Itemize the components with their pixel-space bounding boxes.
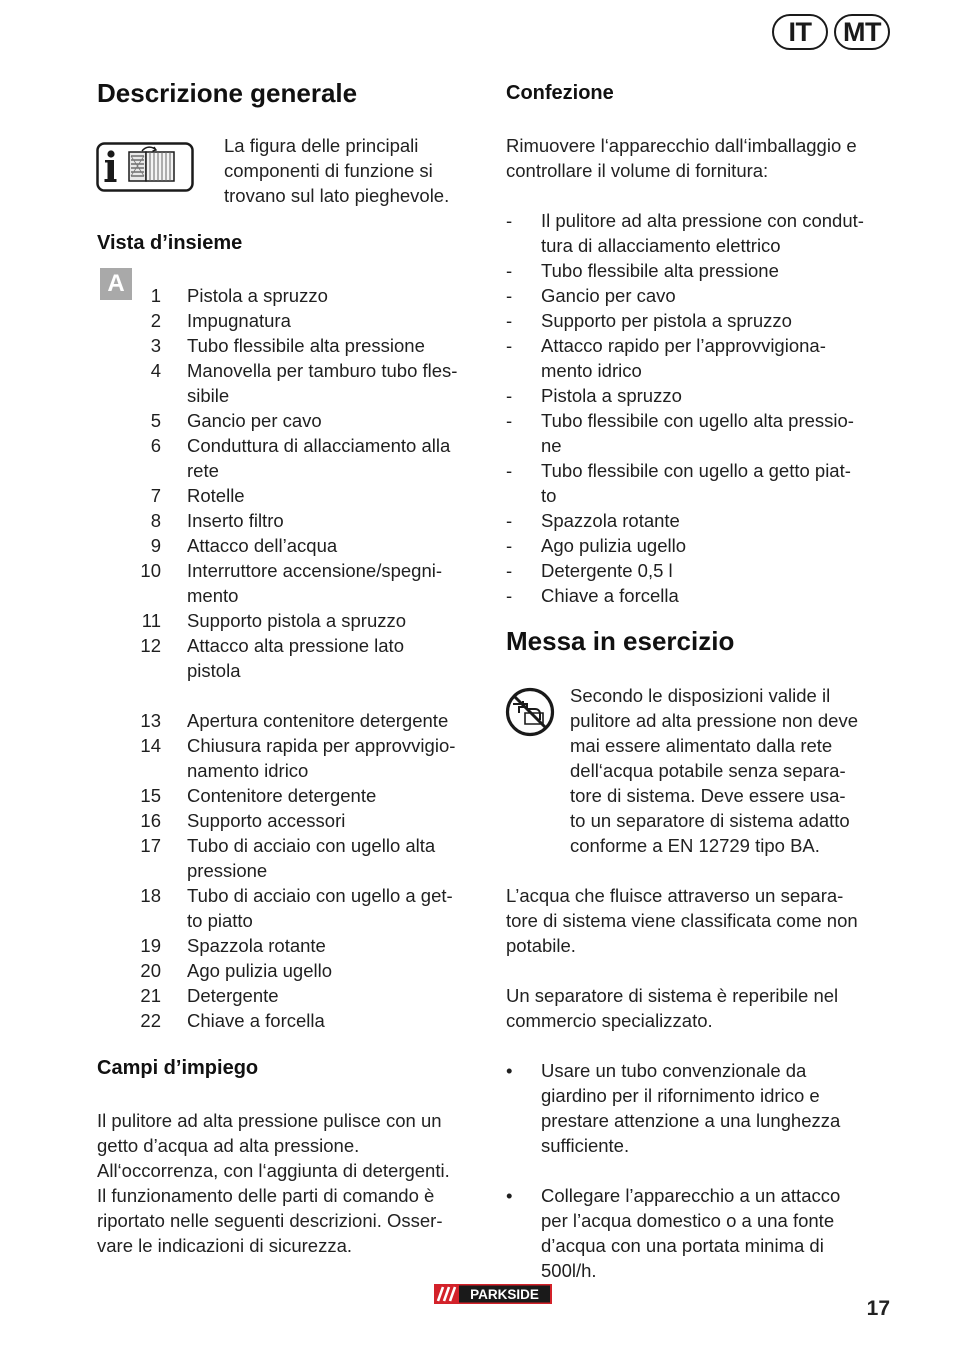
list-item	[506, 333, 864, 383]
item-text: d’acqua con una portata minima di	[541, 1235, 824, 1256]
item-text: Pistola a spruzzo	[541, 385, 682, 406]
list-item	[97, 433, 457, 483]
item-number: 5	[150, 410, 161, 431]
list-item	[506, 1183, 840, 1283]
list-item	[506, 258, 864, 283]
item-text: pistola	[187, 660, 241, 681]
item-text: Supporto per pistola a spruzzo	[541, 310, 792, 331]
list-item	[97, 783, 455, 808]
item-text: Attacco rapido per l’approvvigiona-	[541, 335, 826, 356]
intro-paragraph	[224, 133, 449, 208]
heading-overview: Vista d’insieme	[97, 232, 243, 254]
item-text: Inserto filtro	[187, 510, 284, 531]
item-text: rete	[187, 460, 219, 481]
item-text: mento idrico	[541, 360, 642, 381]
warning-line: tore di sistema. Deve essere usa-	[570, 785, 846, 806]
item-text: Tubo flessibile alta pressione	[541, 260, 779, 281]
list-item	[506, 408, 864, 458]
list-item	[506, 558, 864, 583]
item-number: 6	[150, 435, 161, 456]
list-item	[506, 283, 864, 308]
item-text: Detergente	[187, 985, 279, 1006]
item-number: 14	[140, 735, 161, 756]
dash-marker: -	[506, 335, 513, 356]
warning-line: Secondo le disposizioni valide il	[570, 685, 831, 706]
list-item	[97, 633, 457, 683]
item-text: Interruttore accensione/spegni-	[187, 560, 443, 581]
list-item	[506, 508, 864, 533]
water-line: potabile.	[506, 935, 576, 956]
item-number: 12	[140, 635, 161, 656]
warning-line: to un separatore di sistema adatto	[570, 810, 850, 831]
water-line: L’acqua che fluisce attraverso un separa-	[506, 885, 844, 906]
usage-paragraph	[97, 1108, 450, 1258]
list-item	[97, 833, 455, 883]
parts-list-continued	[97, 708, 455, 1033]
item-text: Tubo flessibile alta pressione	[187, 335, 425, 356]
instruction-bullets-1	[506, 1058, 840, 1158]
list-item	[97, 883, 455, 933]
item-text: Contenitore detergente	[187, 785, 377, 806]
item-text: Chiave a forcella	[541, 585, 679, 606]
intro-line: La figura delle principali	[224, 135, 419, 156]
item-number: 7	[150, 485, 161, 506]
list-item	[97, 333, 457, 358]
intro-line: trovano sul lato pieghevole.	[224, 185, 450, 206]
list-item	[506, 208, 864, 258]
instruction-bullets-2	[506, 1183, 840, 1283]
language-badge-mt: MT	[834, 14, 890, 50]
dash-marker: -	[506, 210, 513, 231]
item-number: 4	[150, 360, 161, 381]
usage-line: Il funzionamento delle parti di comando è	[97, 1185, 435, 1206]
dash-marker: -	[506, 585, 513, 606]
dash-marker: -	[506, 285, 513, 306]
item-text: Attacco alta pressione lato	[187, 635, 404, 656]
item-text: sufficiente.	[541, 1135, 630, 1156]
item-text: Impugnatura	[187, 310, 291, 331]
item-number: 17	[140, 835, 161, 856]
item-text: to piatto	[187, 910, 253, 931]
item-number: 13	[140, 710, 161, 731]
dash-marker: -	[506, 410, 513, 431]
item-text: Gancio per cavo	[541, 285, 676, 306]
list-item	[97, 808, 455, 833]
dash-marker: -	[506, 385, 513, 406]
list-item	[506, 458, 864, 508]
usage-line: All‘occorrenza, con l‘aggiunta di detergenti.	[97, 1160, 450, 1181]
list-item	[97, 533, 457, 558]
language-badges	[772, 14, 890, 50]
item-text: Attacco dell’acqua	[187, 535, 338, 556]
item-text: Collegare l’apparecchio a un attacco	[541, 1185, 841, 1206]
list-item	[97, 958, 455, 983]
item-text: Detergente 0,5 l	[541, 560, 673, 581]
item-text: Tubo di acciaio con ugello alta	[187, 835, 436, 856]
item-text: Conduttura di allacciamento alla	[187, 435, 451, 456]
item-number: 9	[150, 535, 161, 556]
list-item	[97, 308, 457, 333]
warning-line: dell‘acqua potabile senza separa-	[570, 760, 846, 781]
item-text: 500l/h.	[541, 1260, 597, 1281]
item-number: 2	[150, 310, 161, 331]
item-text: Pistola a spruzzo	[187, 285, 328, 306]
item-text: ne	[541, 435, 562, 456]
list-item	[506, 533, 864, 558]
item-number: 21	[140, 985, 161, 1006]
info-manual-icon	[96, 142, 194, 197]
separator-line: commercio specializzato.	[506, 1010, 713, 1031]
list-item	[97, 558, 457, 608]
list-item	[97, 508, 457, 533]
item-text: pressione	[187, 860, 268, 881]
list-item	[97, 933, 455, 958]
item-text: Tubo flessibile con ugello a getto piat-	[541, 460, 851, 481]
dash-marker: -	[506, 510, 513, 531]
usage-line: vare le indicazioni di sicurezza.	[97, 1235, 353, 1256]
usage-line: riportato nelle seguenti descrizioni. Osser-	[97, 1210, 443, 1231]
item-text: Apertura contenitore detergente	[187, 710, 449, 731]
package-intro-line: Rimuovere l‘apparecchio dall‘imballaggio e	[506, 135, 857, 156]
list-item	[506, 383, 864, 408]
item-text: sibile	[187, 385, 230, 406]
parts-list	[97, 283, 457, 683]
item-text: Ago pulizia ugello	[187, 960, 333, 981]
item-text: prestare attenzione a una lunghezza	[541, 1110, 841, 1131]
usage-line: Il pulitore ad alta pressione pulisce con un	[97, 1110, 442, 1131]
item-text: Tubo flessibile con ugello alta pressio-	[541, 410, 854, 431]
item-text: Supporto accessori	[187, 810, 346, 831]
item-number: 1	[150, 285, 161, 306]
list-item	[97, 733, 455, 783]
heading-general-description: Descrizione generale	[97, 78, 358, 108]
item-number: 3	[150, 335, 161, 356]
parkside-logo	[434, 1284, 552, 1309]
heading-usage: Campi d’impiego	[97, 1057, 259, 1079]
item-number: 19	[140, 935, 161, 956]
warning-line: pulitore ad alta pressione non deve	[570, 710, 858, 731]
brand-name: PARKSIDE	[470, 1287, 539, 1302]
heading-package: Confezione	[506, 82, 614, 104]
item-number: 15	[140, 785, 161, 806]
warning-line: conforme a EN 12729 tipo BA.	[570, 835, 820, 856]
bullet-marker: •	[506, 1185, 513, 1206]
list-item	[506, 308, 864, 333]
dash-marker: -	[506, 260, 513, 281]
item-text: Chiave a forcella	[187, 1010, 325, 1031]
item-text: namento idrico	[187, 760, 309, 781]
package-intro	[506, 133, 857, 183]
dash-marker: -	[506, 310, 513, 331]
dash-marker: -	[506, 460, 513, 481]
item-text: to	[541, 485, 557, 506]
list-item	[506, 583, 864, 608]
intro-line: componenti di funzione si	[224, 160, 433, 181]
item-text: Spazzola rotante	[187, 935, 326, 956]
item-number: 22	[140, 1010, 161, 1031]
package-intro-line: controllare il volume di fornitura:	[506, 160, 769, 181]
list-item	[506, 1058, 840, 1158]
list-item	[97, 983, 455, 1008]
item-text: mento	[187, 585, 239, 606]
list-item	[97, 708, 455, 733]
warning-paragraph	[570, 683, 858, 858]
item-text: Spazzola rotante	[541, 510, 680, 531]
dash-marker: -	[506, 535, 513, 556]
item-text: Rotelle	[187, 485, 245, 506]
item-number: 18	[140, 885, 161, 906]
figure-label-a: A	[100, 268, 132, 300]
list-item	[97, 408, 457, 433]
item-text: Gancio per cavo	[187, 410, 322, 431]
item-text: Tubo di acciaio con ugello a get-	[187, 885, 453, 906]
item-text: giardino per il rifornimento idrico e	[541, 1085, 820, 1106]
page-number: 17	[866, 1297, 890, 1320]
list-item	[97, 1008, 455, 1033]
language-badge-it: IT	[772, 14, 828, 50]
item-text: Il pulitore ad alta pressione con condut-	[541, 210, 864, 231]
heading-operation: Messa in esercizio	[506, 626, 735, 656]
water-paragraph	[506, 883, 858, 958]
item-number: 8	[150, 510, 161, 531]
list-item	[97, 283, 457, 308]
list-item	[97, 483, 457, 508]
item-number: 16	[140, 810, 161, 831]
water-line: tore di sistema viene classificata come non	[506, 910, 858, 931]
list-item	[97, 608, 457, 633]
dash-marker: -	[506, 560, 513, 581]
item-text: per l’acqua domestico o a una fonte	[541, 1210, 835, 1231]
no-drinking-water-connection-icon	[505, 687, 555, 742]
item-number: 10	[140, 560, 161, 581]
package-contents-list	[506, 208, 864, 608]
separator-paragraph	[506, 983, 838, 1033]
list-item	[97, 358, 457, 408]
bullet-marker: •	[506, 1060, 513, 1081]
item-text: Usare un tubo convenzionale da	[541, 1060, 807, 1081]
item-text: Chiusura rapida per approvvigio-	[187, 735, 456, 756]
item-text: tura di allacciamento elettrico	[541, 235, 781, 256]
warning-line: mai essere alimentato dalla rete	[570, 735, 833, 756]
item-text: Supporto pistola a spruzzo	[187, 610, 407, 631]
item-number: 11	[141, 610, 161, 631]
item-text: Manovella per tamburo tubo fles-	[187, 360, 458, 381]
item-text: Ago pulizia ugello	[541, 535, 687, 556]
separator-line: Un separatore di sistema è reperibile nel	[506, 985, 839, 1006]
item-number: 20	[140, 960, 161, 981]
usage-line: getto d’acqua ad alta pressione.	[97, 1135, 360, 1156]
